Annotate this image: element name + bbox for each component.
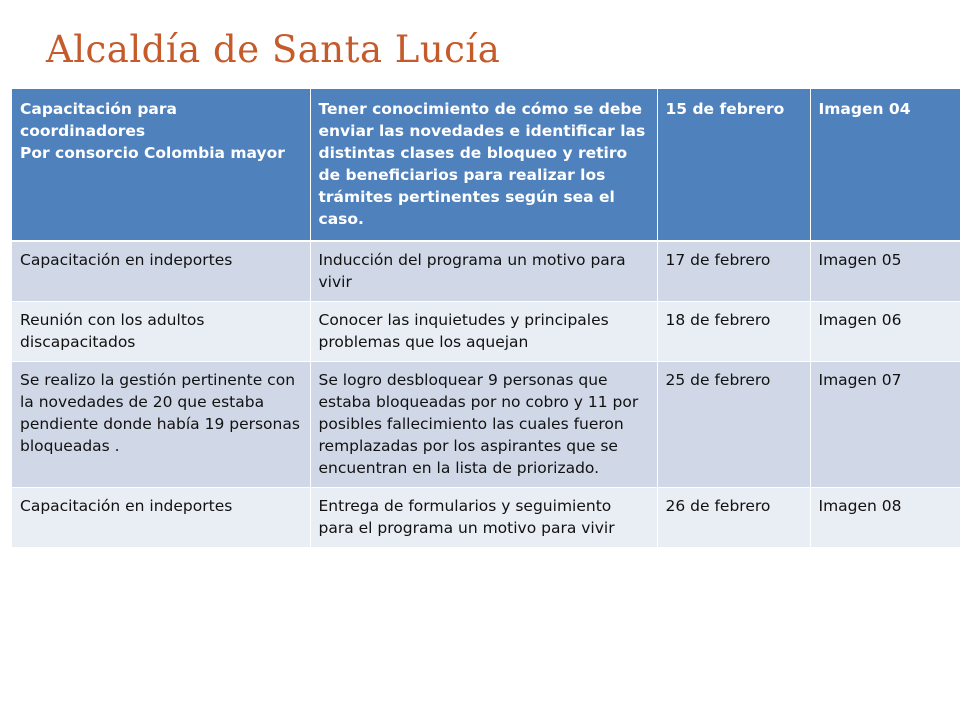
table-cell-objective: Inducción del programa un motivo para vivir [310, 241, 657, 302]
table-cell-date: 17 de febrero [657, 241, 810, 302]
table-cell-activity: Se realizo la gestión pertinente con la novedades de 20 que estaba pendiente donde había 19 personas bloqueadas . [12, 362, 310, 488]
activity-line-1: Capacitación para coordinadores [20, 100, 177, 140]
table-cell-activity: Reunión con los adultos discapacitados [12, 302, 310, 362]
activities-table [12, 89, 960, 548]
page-title: Alcaldía de Santa Lucía [46, 28, 501, 71]
table-cell-evidence: Imagen 07 [810, 362, 960, 488]
activity-line-2: Por consorcio Colombia mayor [20, 144, 285, 162]
table-cell-date: 25 de febrero [657, 362, 810, 488]
table-cell-date: 26 de febrero [657, 488, 810, 548]
table-cell-objective: Se logro desbloquear 9 personas que estaba bloqueadas por no cobro y 11 por posibles fallecimiento las cuales fueron remplazadas por los aspirantes que se encuentran en la lista de priorizado. [310, 362, 657, 488]
table-row [12, 302, 960, 362]
table-cell-objective: Entrega de formularios y seguimiento para el programa un motivo para vivir [310, 488, 657, 548]
table-cell-activity: Capacitación en indeportes [12, 488, 310, 548]
table-row [12, 241, 960, 302]
table-cell-evidence: Imagen 06 [810, 302, 960, 362]
table-cell-objective: Conocer las inquietudes y principales problemas que los aquejan [310, 302, 657, 362]
table-cell-date: 15 de febrero [657, 89, 810, 241]
table-cell-date: 18 de febrero [657, 302, 810, 362]
table-row [12, 362, 960, 488]
table-cell-evidence: Imagen 08 [810, 488, 960, 548]
table-cell-evidence: Imagen 05 [810, 241, 960, 302]
table-cell-objective: Tener conocimiento de cómo se debe enviar las novedades e identificar las distintas clases de bloqueo y retiro de beneficiarios para realizar los trámites pertinentes según sea el caso. [310, 89, 657, 241]
table-cell-evidence: Imagen 04 [810, 89, 960, 241]
table-cell-activity: Capacitación en indeportes [12, 241, 310, 302]
table-header-row [12, 89, 960, 241]
table-cell-activity [12, 89, 310, 241]
table-row [12, 488, 960, 548]
